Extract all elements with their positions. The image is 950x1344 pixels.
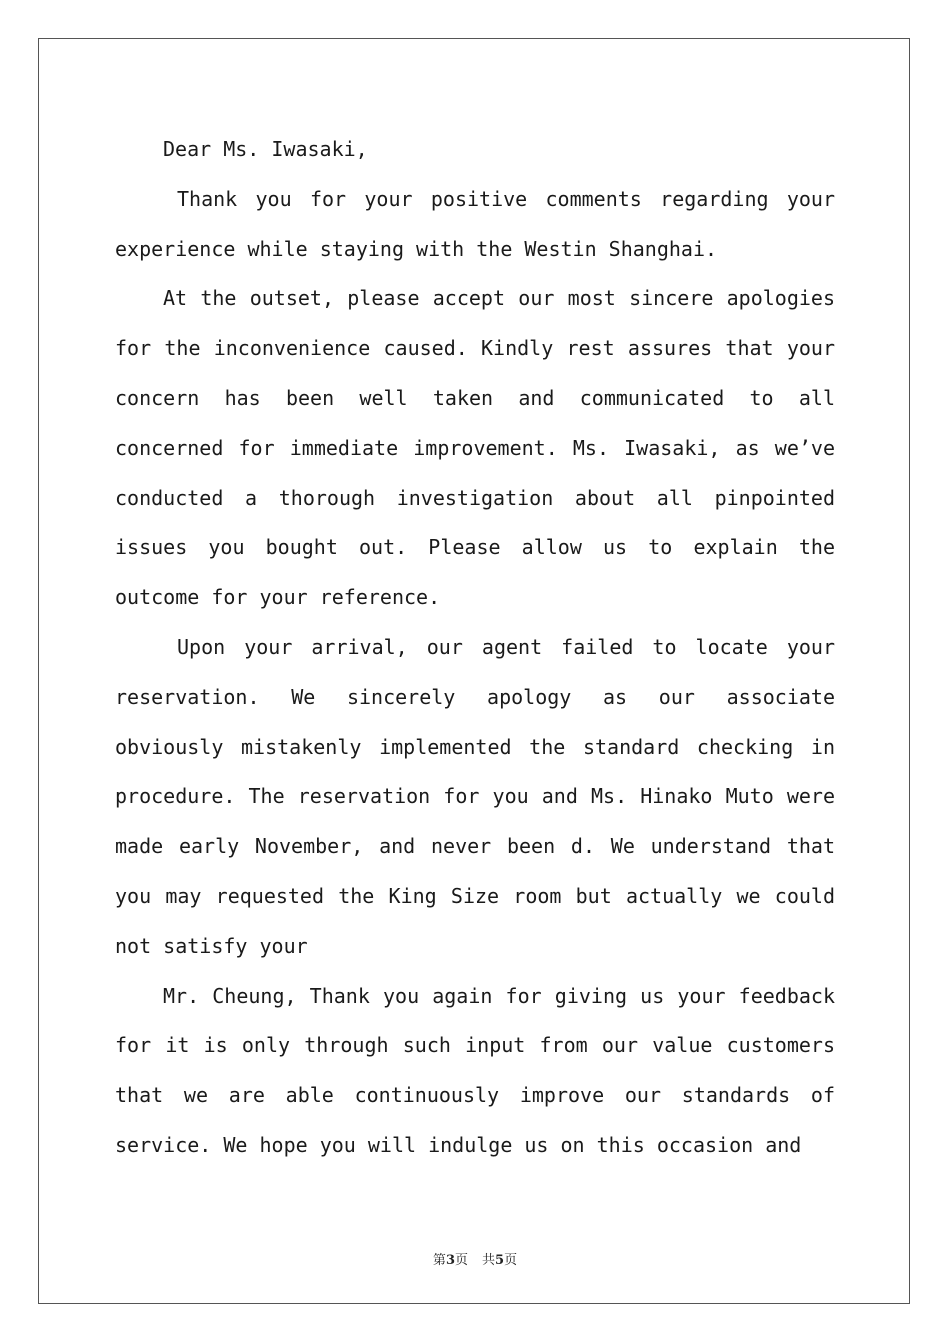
- paragraph-thanks: Thank you for your positive comments regarding your experience while staying with the Westin Shanghai.: [115, 186, 835, 261]
- page-total-suffix: 页: [504, 1253, 518, 1268]
- letter-body: [115, 125, 835, 1171]
- paragraph-closing: Mr. Cheung, Thank you again for giving us your feedback for it is only through such input from our value customers that we are able continuously improve our standards of service. We hope you will indulge us on this occasion and: [115, 983, 835, 1157]
- page-footer: [0, 1249, 950, 1268]
- page-total-count: 5: [495, 1253, 505, 1268]
- page-number-current: 3: [445, 1253, 455, 1268]
- page-number-prefix: 第: [432, 1253, 446, 1268]
- salutation: Dear Ms. Iwasaki,: [163, 137, 368, 161]
- paragraph-arrival: Upon your arrival, our agent failed to locate your reservation. We sincerely apology as our associate obviously mistakenly implemented the standard checking in procedure. The reservation for you and Ms. Hinako Muto were made early November, and never been d. We understand that you may requested the King Size room but actually we could not satisfy your: [115, 634, 835, 958]
- page-number-suffix: 页: [454, 1253, 468, 1268]
- paragraph-apology: At the outset, please accept our most sincere apologies for the inconvenience caused. Kindly rest assures that your concern has been well taken and communicated to all concerned for immediate improvement. Ms. Iwasaki, as we’ve conducted a thorough investigation about all pinpointed issues you bought out. Please allow us to explain the outcome for your reference.: [115, 286, 835, 610]
- page-total-prefix: 共: [482, 1253, 496, 1268]
